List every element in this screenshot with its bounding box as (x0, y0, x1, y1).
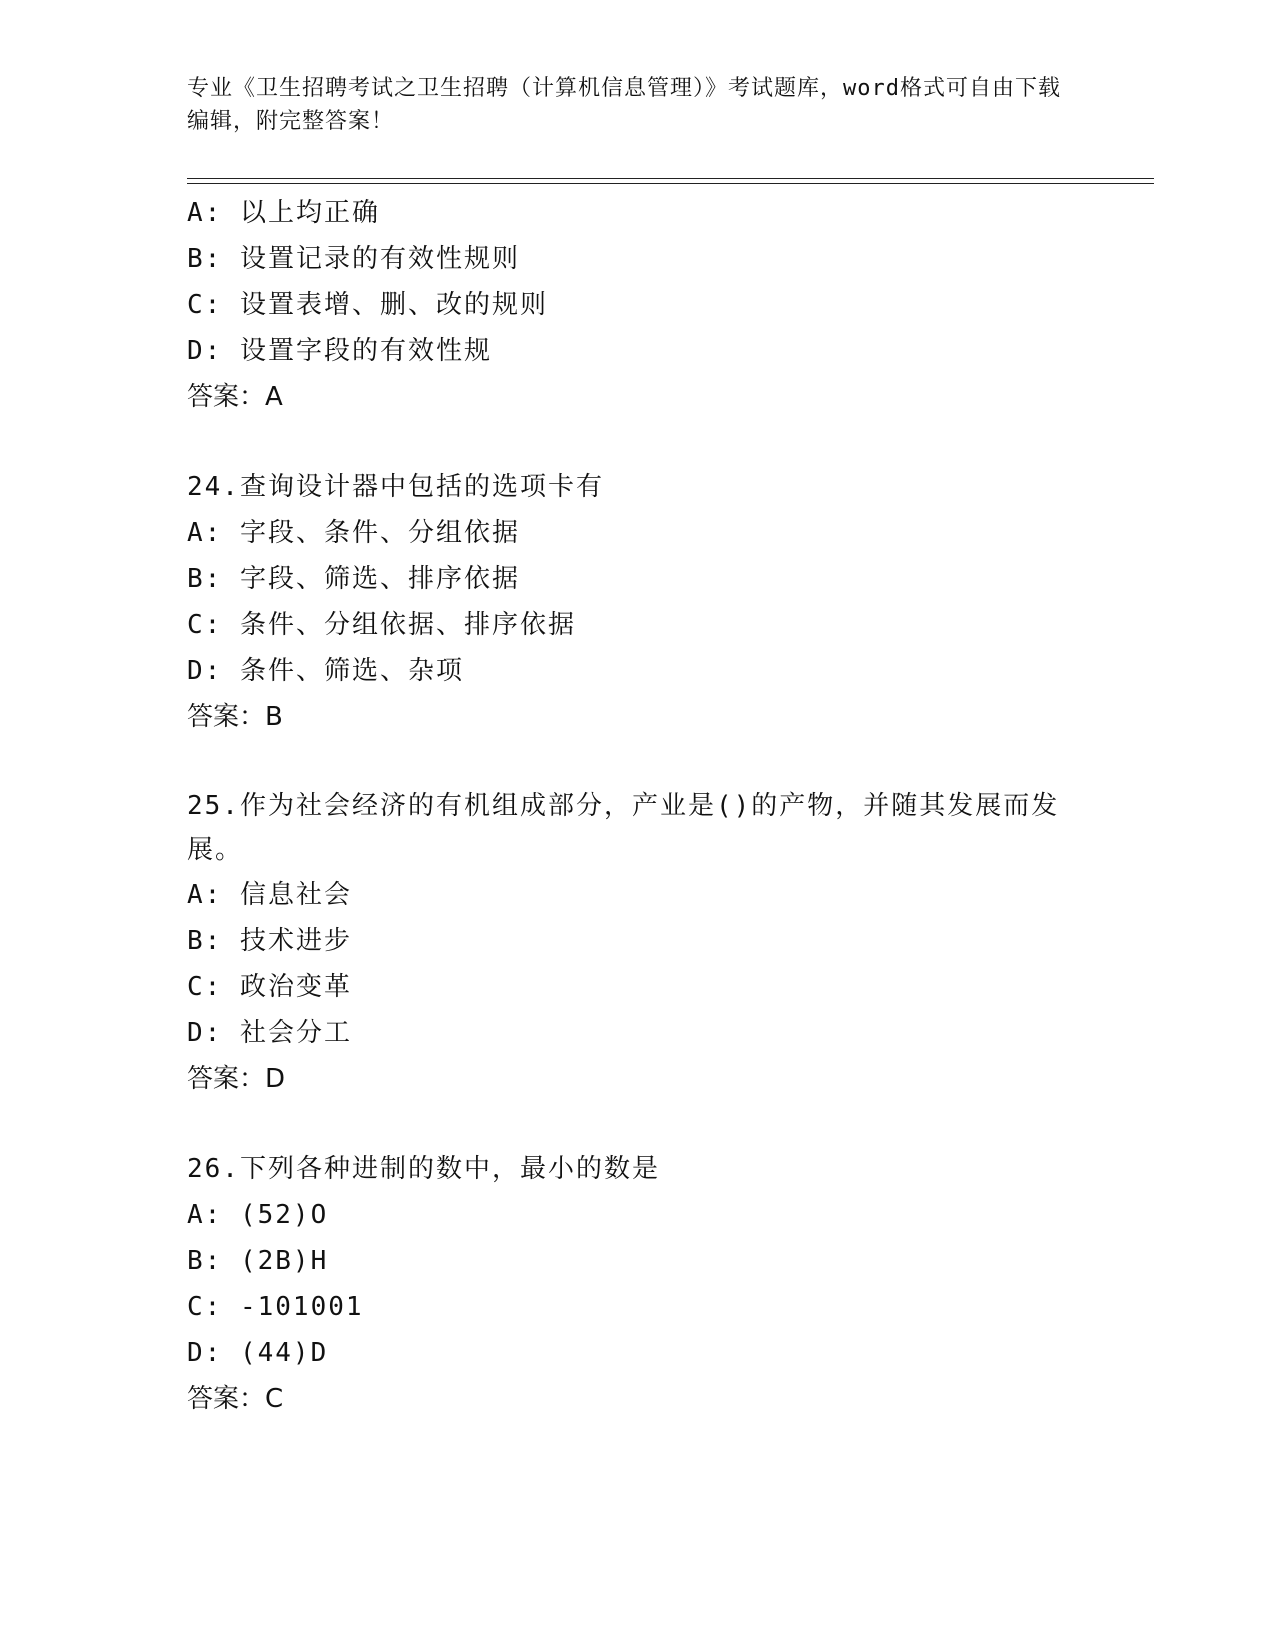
question-block-prev (187, 190, 1087, 420)
answer-line: 答案：D (187, 1064, 286, 1094)
question-stem: 24.查询设计器中包括的选项卡有 (187, 472, 604, 502)
option-b: B: 技术进步 (187, 926, 352, 956)
option-c: C: 设置表增、删、改的规则 (187, 290, 548, 320)
option-a: A: (52)O (187, 1200, 329, 1230)
question-stem: 26.下列各种进制的数中，最小的数是 (187, 1154, 660, 1184)
answer-line: 答案：B (187, 702, 283, 732)
option-c: C: 政治变革 (187, 972, 352, 1002)
question-block-24 (187, 464, 1087, 740)
question-block-26 (187, 1146, 1087, 1422)
option-d: D: 设置字段的有效性规 (187, 336, 492, 366)
option-a: A: 字段、条件、分组依据 (187, 518, 520, 548)
header-divider-top (187, 178, 1154, 179)
option-a: A: 以上均正确 (187, 198, 380, 228)
header-divider-bottom (187, 183, 1154, 184)
spacer (187, 740, 1087, 784)
option-d: D: 条件、筛选、杂项 (187, 656, 464, 686)
option-b: B: 设置记录的有效性规则 (187, 244, 520, 274)
option-c: C: -101001 (187, 1292, 364, 1322)
answer-line: 答案：A (187, 382, 283, 412)
answer-line: 答案：C (187, 1384, 284, 1414)
option-d: D: 社会分工 (187, 1018, 352, 1048)
option-d: D: (44)D (187, 1338, 329, 1368)
option-b: B: 字段、筛选、排序依据 (187, 564, 520, 594)
option-a: A: 信息社会 (187, 880, 352, 910)
option-c: C: 条件、分组依据、排序依据 (187, 610, 576, 640)
question-block-25 (187, 784, 1087, 1102)
spacer (187, 420, 1087, 464)
document-header: 专业《卫生招聘考试之卫生招聘（计算机信息管理）》考试题库，word格式可自由下载编辑，附完整答案！ (187, 76, 1061, 134)
question-stem: 25.作为社会经济的有机组成部分，产业是()的产物，并随其发展而发展。 (187, 791, 1060, 865)
spacer (187, 1102, 1087, 1146)
option-b: B: (2B)H (187, 1246, 329, 1276)
question-list (187, 190, 1087, 1422)
